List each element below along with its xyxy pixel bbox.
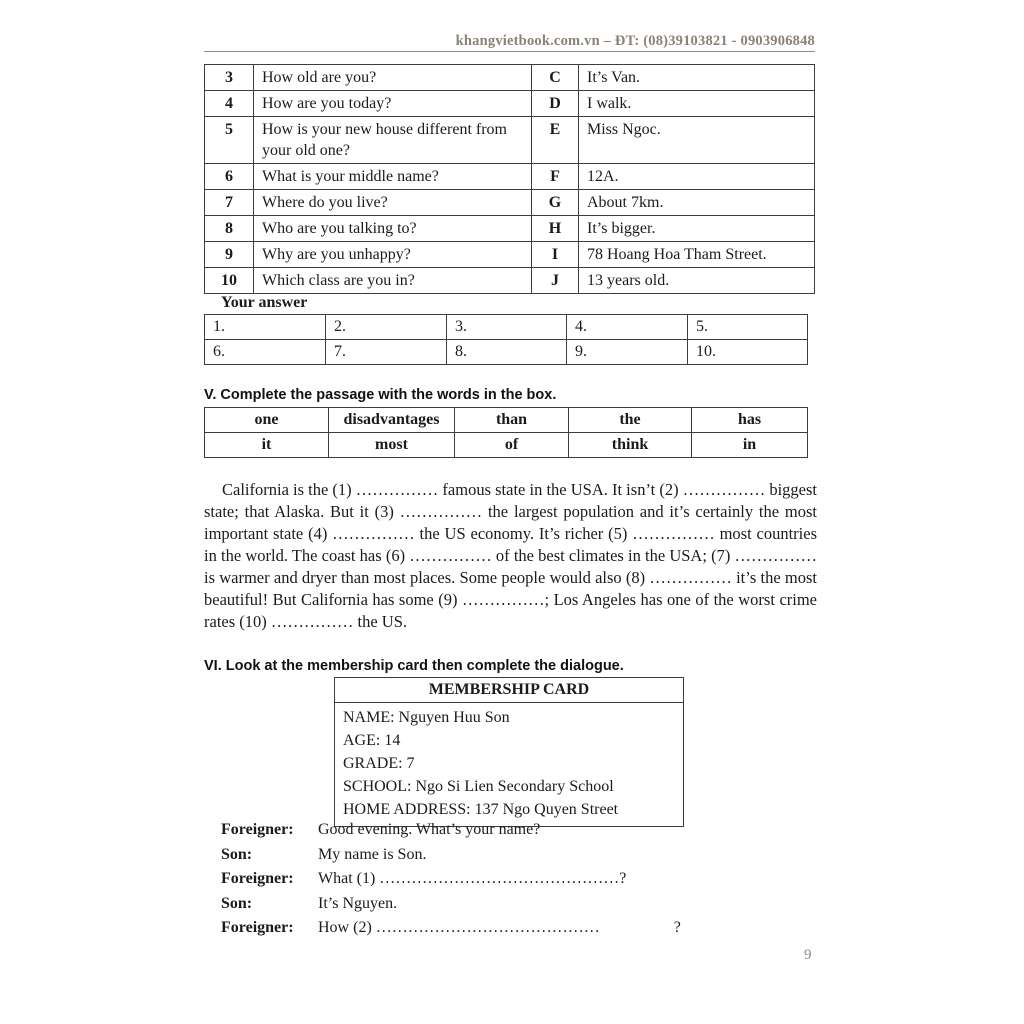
question-text: How is your new house different from your old one? xyxy=(254,117,532,164)
answer-slot: 4. xyxy=(567,315,688,340)
dialogue-line xyxy=(221,918,701,943)
dialogue-text: How (2) …………………………………… xyxy=(318,919,600,936)
answer-slot: 5. xyxy=(688,315,808,340)
dialogue-text-suffix: ? xyxy=(673,919,681,936)
dialogue-speaker: Son: xyxy=(221,894,253,912)
answer-text: 13 years old. xyxy=(579,268,815,294)
dialogue-line xyxy=(221,820,701,845)
answer-text: About 7km. xyxy=(579,190,815,216)
table-row xyxy=(205,216,815,242)
question-text: Why are you unhappy? xyxy=(254,242,532,268)
page-header: khangvietbook.com.vn – ĐT: (08)39103821 - 0903906848 xyxy=(455,33,815,49)
dialogue-speaker: Foreigner: xyxy=(221,870,294,887)
question-number: 8 xyxy=(205,216,254,242)
answer-text: It’s bigger. xyxy=(579,216,815,242)
question-number: 7 xyxy=(205,190,254,216)
membership-card-title: MEMBERSHIP CARD xyxy=(335,678,683,703)
answer-letter: I xyxy=(532,242,579,268)
question-number: 5 xyxy=(205,117,254,164)
question-number: 4 xyxy=(205,91,254,117)
word-box-word: it xyxy=(205,433,329,458)
word-box-word: in xyxy=(692,433,808,458)
answer-slot: 7. xyxy=(326,340,447,365)
answer-letter: E xyxy=(532,117,579,164)
dialogue-text: It’s Nguyen. xyxy=(318,894,398,912)
question-number: 10 xyxy=(205,268,254,294)
dialogue-speaker: Foreigner: xyxy=(221,919,294,936)
dialogue-line xyxy=(221,894,701,919)
table-row xyxy=(205,117,815,164)
question-text: How are you today? xyxy=(254,91,532,117)
question-number: 3 xyxy=(205,65,254,91)
answer-slot: 3. xyxy=(447,315,567,340)
table-row xyxy=(205,268,815,294)
answer-letter: H xyxy=(532,216,579,242)
word-box-word: of xyxy=(455,433,569,458)
table-row xyxy=(205,408,808,433)
answer-slot: 2. xyxy=(326,315,447,340)
dialogue-text: What (1) ………………………………………? xyxy=(318,870,627,887)
table-row xyxy=(205,91,815,117)
answer-slot: 9. xyxy=(567,340,688,365)
card-field-grade: GRADE: 7 xyxy=(343,755,415,772)
word-box-word: the xyxy=(569,408,692,433)
card-field-name: NAME: Nguyen Huu Son xyxy=(343,709,510,726)
word-box-word: one xyxy=(205,408,329,433)
question-text: How old are you? xyxy=(254,65,532,91)
dialogue-text: Good evening. What’s your name? xyxy=(318,821,541,838)
card-field-age: AGE: 14 xyxy=(343,732,401,749)
cloze-passage: California is the (1) …………… famous state in the USA. It isn’t (2) …………… biggest state; that Alaska. But it (3) …………… the largest population and it’s certainly the most important state (4) …………… the US economy. It’s richer (5) …………… most countries in the world. The coast has (6) …………… of the best climates in the USA; (7) …………… is warmer and dryer than most places. Some people would also (8) …………… it’s the most beautiful! But California has some (9) ……………; Los Angeles has one of the worst crime rates (10) …………… the US. xyxy=(204,480,817,631)
word-box-word: most xyxy=(329,433,455,458)
question-text: Where do you live? xyxy=(254,190,532,216)
your-answer-table xyxy=(204,314,808,365)
matching-table xyxy=(204,64,815,294)
answer-text: Miss Ngoc. xyxy=(579,117,815,164)
answer-slot: 10. xyxy=(688,340,808,365)
table-row xyxy=(205,242,815,268)
table-row xyxy=(205,190,815,216)
table-row xyxy=(205,315,808,340)
answer-letter: C xyxy=(532,65,579,91)
answer-letter: F xyxy=(532,164,579,190)
word-box-word: think xyxy=(569,433,692,458)
section-vi-heading: VI. Look at the membership card then complete the dialogue. xyxy=(204,658,624,674)
answer-letter: D xyxy=(532,91,579,117)
table-row xyxy=(205,65,815,91)
dialogue-line xyxy=(221,869,701,894)
your-answer-label: Your answer xyxy=(221,294,308,311)
answer-slot: 8. xyxy=(447,340,567,365)
membership-card-body xyxy=(335,703,683,826)
header-divider xyxy=(204,51,815,52)
answer-text: 12A. xyxy=(579,164,815,190)
question-text: Which class are you in? xyxy=(254,268,532,294)
page-number: 9 xyxy=(804,947,812,963)
word-box-table xyxy=(204,407,808,458)
card-field-home-address: HOME ADDRESS: 137 Ngo Quyen Street xyxy=(343,801,619,818)
answer-letter: J xyxy=(532,268,579,294)
dialogue-line xyxy=(221,845,701,870)
question-text: What is your middle name? xyxy=(254,164,532,190)
dialogue-speaker: Foreigner: xyxy=(221,821,294,838)
answer-text: It’s Van. xyxy=(579,65,815,91)
question-number: 6 xyxy=(205,164,254,190)
question-text: Who are you talking to? xyxy=(254,216,532,242)
answer-slot: 1. xyxy=(205,315,326,340)
answer-slot: 6. xyxy=(205,340,326,365)
table-row xyxy=(205,340,808,365)
dialogue xyxy=(221,820,701,943)
answer-text: 78 Hoang Hoa Tham Street. xyxy=(579,242,815,268)
dialogue-speaker: Son: xyxy=(221,845,253,863)
answer-letter: G xyxy=(532,190,579,216)
membership-card xyxy=(334,677,684,827)
word-box-word: than xyxy=(455,408,569,433)
table-row xyxy=(205,433,808,458)
card-field-school: SCHOOL: Ngo Si Lien Secondary School xyxy=(343,778,614,795)
answer-text: I walk. xyxy=(579,91,815,117)
question-number: 9 xyxy=(205,242,254,268)
table-row xyxy=(205,164,815,190)
word-box-word: disadvantages xyxy=(329,408,455,433)
section-v-heading: V. Complete the passage with the words in the box. xyxy=(204,387,557,403)
word-box-word: has xyxy=(692,408,808,433)
dialogue-text: My name is Son. xyxy=(318,845,427,863)
